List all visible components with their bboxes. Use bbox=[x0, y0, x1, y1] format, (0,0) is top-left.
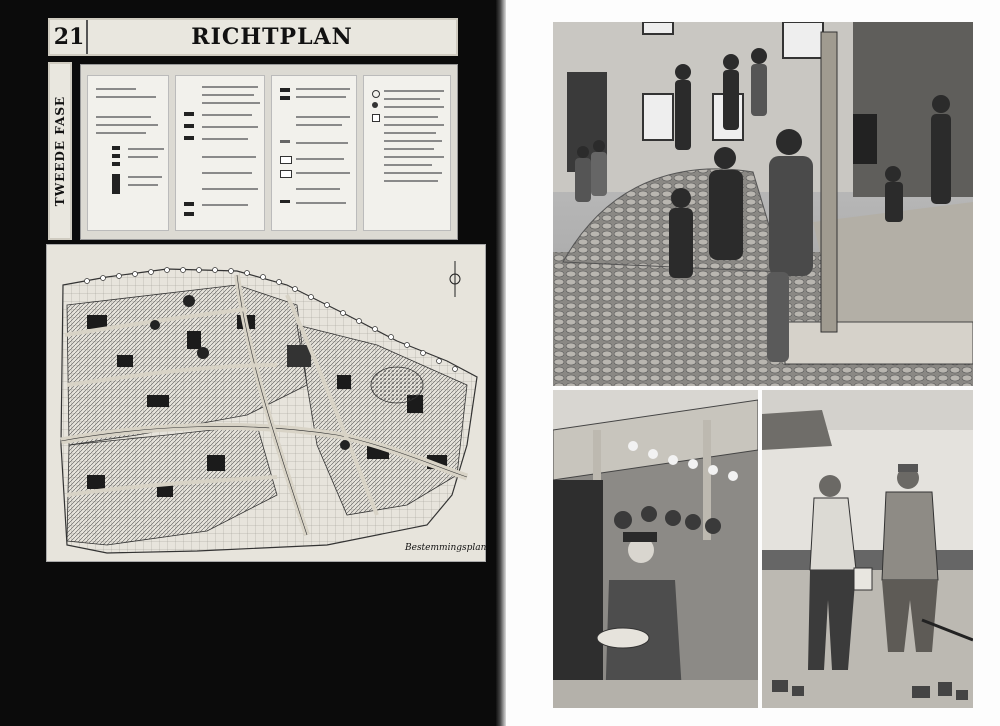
legend-line bbox=[202, 94, 254, 96]
page-title: RICHTPLAN bbox=[191, 24, 353, 50]
legend-line bbox=[296, 96, 346, 98]
legend-swatch bbox=[184, 124, 194, 128]
plaza-area bbox=[371, 367, 423, 403]
wooden-beam bbox=[785, 322, 973, 364]
legend-line bbox=[128, 176, 162, 178]
wooden-post bbox=[821, 32, 837, 332]
building-block bbox=[187, 331, 201, 349]
man-right-overalls bbox=[882, 492, 938, 580]
man-cap bbox=[623, 532, 657, 542]
legend-line bbox=[384, 132, 436, 134]
legend-line bbox=[384, 116, 438, 118]
legend-line bbox=[202, 126, 258, 128]
legend-line bbox=[384, 140, 442, 142]
legend-swatch bbox=[184, 112, 194, 116]
town-plan-map bbox=[47, 245, 485, 561]
legend-line bbox=[384, 98, 440, 100]
legend-line bbox=[202, 114, 252, 116]
building-block bbox=[337, 375, 351, 389]
legend-line bbox=[128, 184, 158, 186]
legend-board bbox=[80, 64, 458, 240]
legend-swatch bbox=[280, 156, 292, 164]
building-block bbox=[147, 395, 169, 407]
legend-line bbox=[96, 116, 151, 118]
north-arrow-icon bbox=[450, 261, 460, 297]
map-marker bbox=[197, 347, 209, 359]
building-block bbox=[207, 455, 225, 471]
festival-photo-image bbox=[553, 390, 758, 708]
legend-line bbox=[296, 116, 350, 118]
legend-sheet bbox=[175, 75, 265, 231]
man-left-shirt bbox=[810, 498, 856, 570]
legend-sheet bbox=[87, 75, 169, 231]
book-spine bbox=[496, 0, 506, 726]
legend-swatch bbox=[112, 162, 120, 166]
legend-symbol bbox=[372, 102, 378, 108]
building-facade bbox=[853, 22, 973, 197]
legend-line bbox=[96, 124, 158, 126]
side-label bbox=[48, 62, 72, 240]
man-right-cap bbox=[898, 464, 918, 472]
bowl bbox=[597, 628, 649, 648]
workers-photo-image bbox=[762, 390, 973, 708]
map-board bbox=[46, 244, 486, 562]
window bbox=[643, 22, 673, 34]
photo-workers-courtyard bbox=[762, 390, 973, 708]
legend-sheet bbox=[271, 75, 357, 231]
window bbox=[783, 22, 823, 58]
legend-line bbox=[128, 148, 164, 150]
legend-line bbox=[384, 106, 444, 108]
legend-line bbox=[296, 202, 346, 204]
legend-symbol bbox=[372, 90, 380, 98]
legend-line bbox=[202, 102, 260, 104]
photo-street-festival bbox=[553, 390, 758, 708]
legend-line bbox=[202, 86, 258, 88]
legend-swatch bbox=[280, 140, 290, 143]
legend-line bbox=[296, 88, 350, 90]
legend-line bbox=[384, 172, 442, 174]
legend-line bbox=[296, 124, 342, 126]
wall-base bbox=[762, 550, 973, 570]
legend-line bbox=[96, 132, 146, 134]
building-block bbox=[117, 355, 133, 367]
legend-line bbox=[202, 188, 258, 190]
legend-swatch bbox=[280, 170, 292, 178]
legend-line bbox=[202, 204, 248, 206]
photo-children-playground bbox=[553, 22, 973, 386]
legend-line bbox=[296, 142, 348, 144]
legend-swatch bbox=[184, 136, 194, 140]
map-caption: Bestemmingsplan bbox=[405, 543, 487, 553]
legend-line bbox=[384, 148, 434, 150]
building-block bbox=[157, 485, 173, 497]
legend-swatch bbox=[112, 174, 120, 194]
map-marker bbox=[340, 440, 350, 450]
page-number: 21 bbox=[52, 20, 88, 54]
legend-swatch bbox=[184, 202, 194, 206]
legend-line bbox=[202, 156, 256, 158]
legend-line bbox=[128, 156, 158, 158]
side-label-text: TWEEDE FASE bbox=[53, 95, 67, 207]
legend-swatch bbox=[280, 200, 290, 203]
map-marker bbox=[183, 295, 195, 307]
roof bbox=[762, 410, 832, 450]
man-left-trousers bbox=[808, 570, 856, 670]
legend-symbol bbox=[372, 114, 380, 122]
legend-line bbox=[384, 90, 444, 92]
legend-swatch bbox=[112, 146, 120, 150]
legend-line bbox=[296, 158, 344, 160]
children-photo-image bbox=[553, 22, 973, 386]
building-block bbox=[87, 475, 105, 489]
legend-line bbox=[96, 88, 136, 90]
legend-line bbox=[296, 188, 340, 190]
legend-line bbox=[384, 124, 444, 126]
door bbox=[853, 114, 877, 164]
legend-line bbox=[202, 172, 252, 174]
legend-line bbox=[96, 96, 156, 98]
legend-sheet bbox=[363, 75, 451, 231]
building-block bbox=[287, 345, 311, 367]
window bbox=[643, 94, 673, 140]
legend-line bbox=[384, 180, 438, 182]
legend-swatch bbox=[184, 212, 194, 216]
legend-swatch bbox=[112, 154, 120, 158]
legend-line bbox=[384, 156, 444, 158]
legend-line bbox=[296, 172, 350, 174]
map-marker bbox=[150, 320, 160, 330]
legend-swatch bbox=[280, 88, 290, 92]
legend-line bbox=[384, 164, 432, 166]
legend-swatch bbox=[280, 96, 290, 100]
legend-line bbox=[202, 138, 248, 140]
bucket bbox=[854, 568, 872, 590]
ground bbox=[553, 680, 758, 708]
man-left-head bbox=[819, 475, 841, 497]
